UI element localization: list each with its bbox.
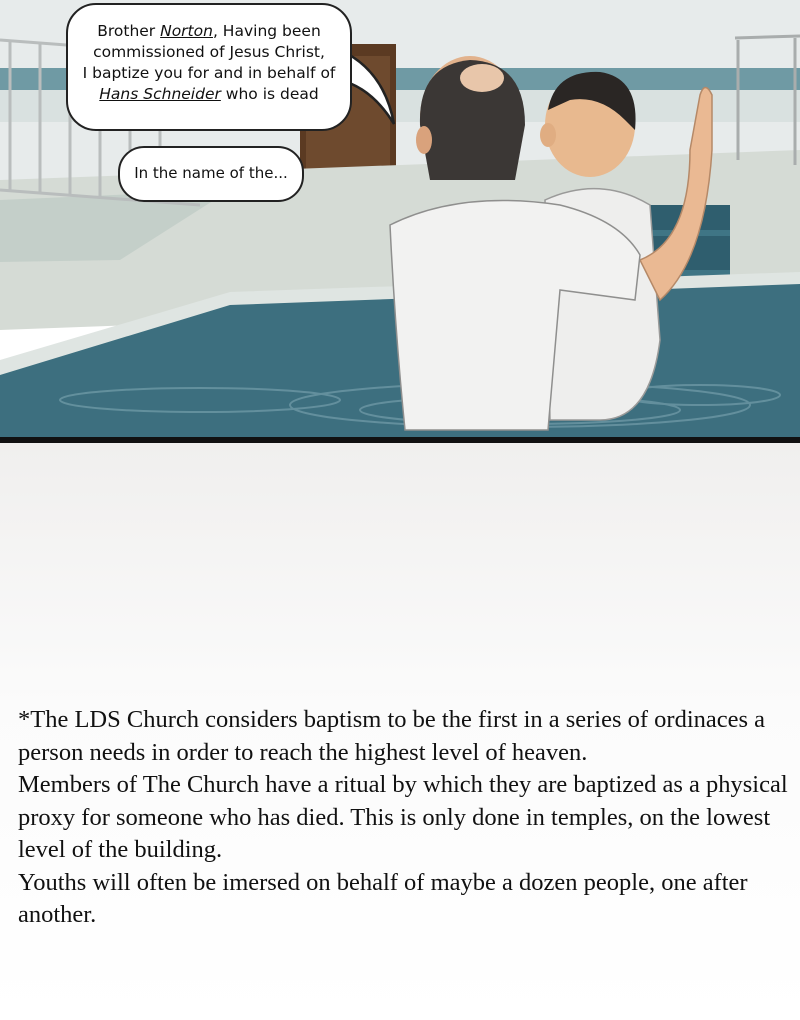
caption-text (18, 704, 788, 932)
handwritten-name: Norton (160, 22, 213, 40)
handwritten-deceased-name: Hans Schneider (99, 85, 221, 103)
bubble-second-text: In the name of the... (134, 164, 288, 182)
bubble-line-4 (78, 84, 340, 105)
caption-paragraph-1: *The LDS Church considers baptism to be the first in a series of ordinaces a person needs in order to reach the highest level of heaven. (18, 706, 766, 766)
bubble-text: , Having been (212, 22, 321, 40)
bubble-line-3: I baptize you for and in behalf of (82, 64, 336, 82)
bubble-line-2: commissioned of Jesus Christ, (93, 43, 325, 61)
caption-paragraph-3: Youths will often be imersed on behalf of maybe a dozen people, one after another. (18, 868, 748, 928)
bubble-text: Brother (97, 22, 161, 40)
speech-bubble-second (118, 146, 304, 202)
caption-paragraph-2: Members of The Church have a ritual by which they are baptized as a physical proxy for someone who has died. This is only done in temples, on the lowest level of the building. (18, 771, 788, 863)
bubble-text: who is dead (220, 85, 319, 103)
speech-bubble-main (66, 3, 352, 131)
bubble-line-1 (78, 21, 340, 42)
comic-panel (0, 0, 800, 440)
